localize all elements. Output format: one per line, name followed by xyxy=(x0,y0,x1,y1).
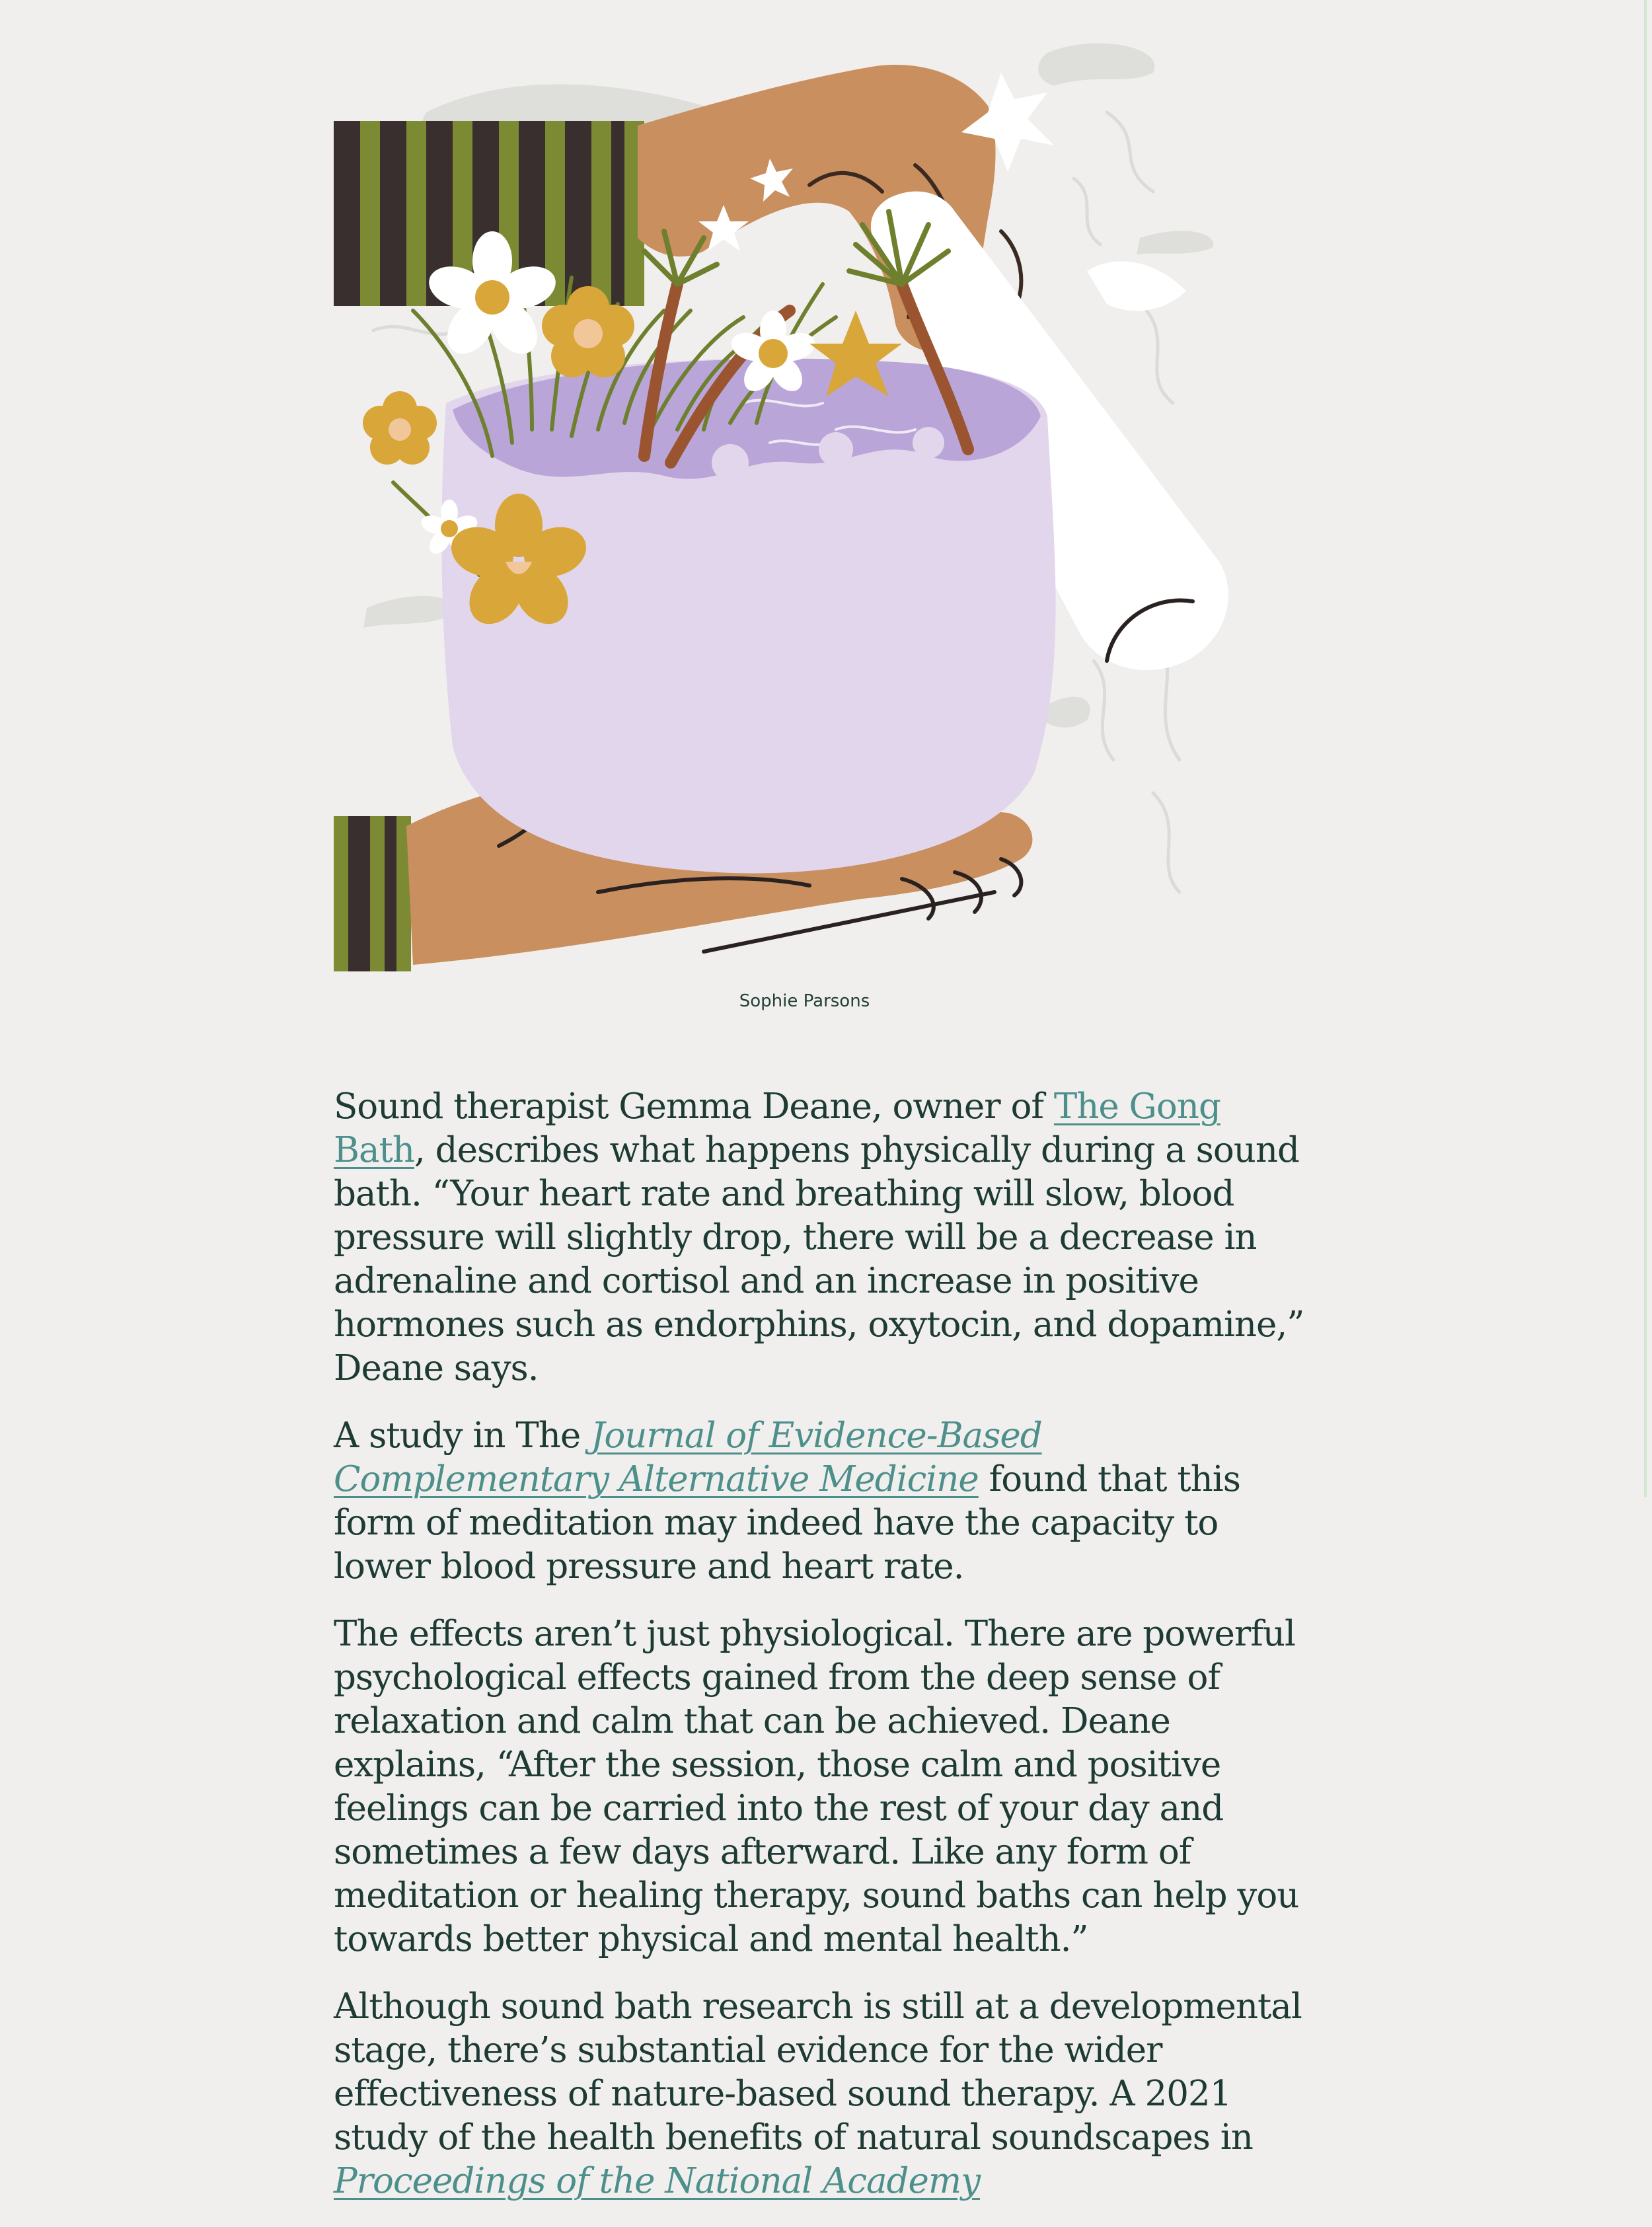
article-illustration xyxy=(334,33,1292,971)
paragraph-text: found that this form of meditation may indeed have the capacity to lower blood pressure and heart rate. xyxy=(334,1459,1240,1587)
paragraph-research xyxy=(334,1985,1305,2203)
paragraph-psychological-effects: The effects aren’t just physiological. There are powerful psychological effects gained from the deep sense of relaxation and calm that can be achieved. Deane explains, “After the session, those calm and positive feelings can be carried into the rest of your day and sometimes a few days afterward. Like any form of meditation or healing therapy, sound baths can help you towards better physical and mental health.” xyxy=(334,1614,1299,1959)
article-body xyxy=(334,1085,1305,2227)
singing-bowl-illustration-icon xyxy=(334,33,1292,971)
image-credit: Sophie Parsons xyxy=(739,991,870,1011)
journal-link[interactable]: Journal of Evidence-Based Complementary Alternative Medicine xyxy=(334,1415,1042,1499)
paragraph-text: A study in The xyxy=(334,1415,591,1456)
paragraph-text: , describes what happens physically during a sound bath. “Your heart rate and breathing will slow, blood pressure will slightly drop, there will be a decrease in adrenaline and cortisol and an increase in positive hormones such as endorphins, oxytocin, and dopamine,” Deane says. xyxy=(334,1130,1304,1388)
right-edge-rule xyxy=(1644,0,1647,1497)
paragraph-study xyxy=(334,1414,1305,1589)
paragraph-text: Although sound bath research is still at a developmental stage, there’s substantial evidence for the wider effectiveness of nature-based sound therapy. A 2021 study of the health benefits of natural soundscapes in xyxy=(334,1986,1302,2158)
pnas-link[interactable]: Proceedings of the National Academy xyxy=(334,2161,981,2201)
paragraph-gemma-deane xyxy=(334,1085,1305,1390)
paragraph-text: Sound therapist Gemma Deane, owner of xyxy=(334,1086,1054,1127)
the-gong-bath-link[interactable]: The Gong Bath xyxy=(334,1086,1220,1170)
